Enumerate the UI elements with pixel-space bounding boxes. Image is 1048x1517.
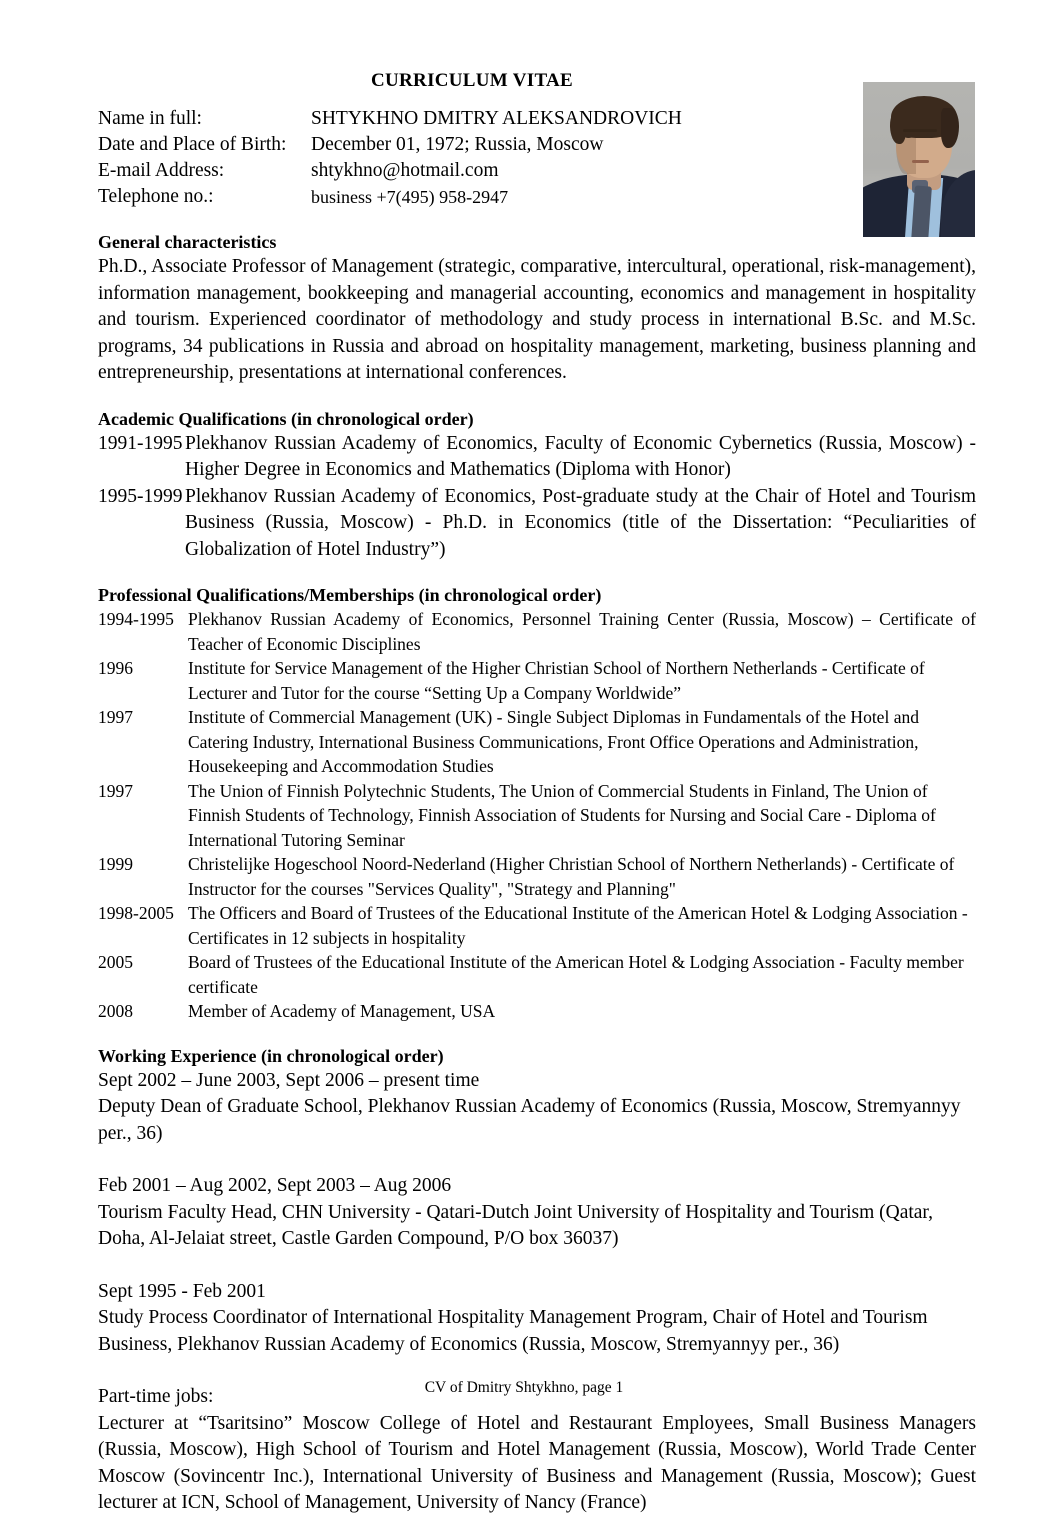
page-footer: CV of Dmitry Shtykhno, page 1	[424, 1379, 624, 1396]
professional-entry-description: Institute of Commercial Management (UK) - Single Subject Diplomas in Fundamentals of the Hotel and Catering Industry, International Business Communications, Front Office Operations and Administration, Housekeeping and Accommodation Studies	[188, 707, 919, 776]
academic-entry-description: Plekhanov Russian Academy of Economics, Post-graduate study at the Chair of Hotel and Tourism Business (Russia, Moscow) - Ph.D. in Economics (title of the Dissertation: “Peculiarities of Globalization of Hotel Industry”)	[185, 485, 976, 560]
identity-label-email: E-mail Address:	[98, 160, 225, 181]
professional-entry-years: 1998-2005	[98, 903, 174, 923]
general-characteristics-body: Ph.D., Associate Professor of Management (strategic, comparative, intercultural, operational, risk-management), information management, bookkeeping and managerial accounting, economics and management in hospitality and tourism. Experienced coordinator of methodology and study process in international B.Sc. and M.Sc. programs, 34 publications in Russia and abroad on hospitality management, marketing, business planning and entrepreneurship, presentations at international conferences.	[98, 256, 976, 383]
part-time-jobs-label: Part-time jobs:	[98, 1386, 214, 1407]
identity-row-email	[98, 158, 838, 184]
job-dates: Sept 2002 – June 2003, Sept 2006 – present time	[98, 1069, 480, 1091]
academic-entry	[98, 431, 976, 484]
job-role: Study Process Coordinator of International Hospitality Management Program, Chair of Hotel and Tourism Business, Plekhanov Russian Academy of Economics (Russia, Moscow, Stremyannyy per., 36)	[98, 1307, 928, 1355]
professional-entry	[98, 607, 976, 656]
professional-entry-years: 1997	[98, 780, 133, 801]
professional-qualifications-list	[98, 607, 976, 1024]
job-role: Deputy Dean of Graduate School, Plekhanov Russian Academy of Economics (Russia, Moscow, Stremyannyy per., 36)	[98, 1096, 961, 1144]
professional-entry-years: 2008	[98, 1001, 133, 1021]
academic-entry-description: Plekhanov Russian Academy of Economics, Faculty of Economic Cybernetics (Russia, Moscow) - Higher Degree in Economics and Mathematics (Diploma with Honor)	[185, 432, 976, 480]
job-entry	[98, 1173, 976, 1253]
professional-entry-years: 1999	[98, 854, 133, 874]
job-dates: Sept 1995 - Feb 2001	[98, 1280, 266, 1302]
professional-entry	[98, 779, 976, 853]
professional-entry-years: 1996	[98, 658, 133, 678]
professional-entry-description: The Union of Finnish Polytechnic Students, The Union of Commercial Students in Finland, The Union of Finnish Students of Technology, Finnish Association of Students for Nursing and Social Care - Diploma of International Tutoring Seminar	[188, 780, 936, 850]
professional-entry	[98, 656, 976, 705]
professional-entry-years: 2005	[98, 952, 133, 972]
identity-label-name: Name in full:	[98, 108, 202, 129]
professional-entry-description: Institute for Service Management of the Higher Christian School of Northern Netherlands - Certificate of Lecturer and Tutor for the course “Setting Up a Company Worldwide”	[188, 658, 925, 703]
professional-entry-years: 1994-1995	[98, 609, 174, 629]
professional-entry-description: Plekhanov Russian Academy of Economics, Personnel Training Center (Russia, Moscow) – Certificate of Teacher of Economic Disciplines	[188, 609, 976, 654]
academic-entry-years: 1995-1999	[98, 485, 183, 507]
section-heading-working-experience: Working Experience (in chronological order)	[98, 1045, 444, 1066]
professional-entry-years: 1997	[98, 707, 133, 727]
part-time-jobs-body: Lecturer at “Tsaritsino” Moscow College of Hotel and Restaurant Employees, Small Business Managers (Russia, Moscow), High School of Tourism and Hotel Management (Russia, Moscow), World Trade Center Moscow (Sovincentr Inc.), International University of Business and Management (Russia, Moscow); Guest lecturer at ICN, School of Management, University of Nancy (France)	[98, 1412, 976, 1513]
identity-label-birth: Date and Place of Birth:	[98, 134, 287, 155]
job-entry	[98, 1068, 976, 1148]
section-heading-professional-qualifications: Professional Qualifications/Memberships (in chronological order)	[98, 585, 602, 605]
academic-qualifications-list	[98, 431, 976, 564]
professional-entry-description: The Officers and Board of Trustees of the Educational Institute of the American Hotel & Lodging Association - Certificates in 12 subjects in hospitality	[188, 903, 968, 948]
identity-block	[98, 106, 838, 210]
academic-entry	[98, 484, 976, 564]
section-heading-general-characteristics: General characteristics	[98, 232, 277, 252]
job-role: Tourism Faculty Head, CHN University - Qatari-Dutch Joint University of Hospitality and Tourism (Qatar, Doha, Al-Jelaiat street, Castle Garden Compound, P/O box 36037)	[98, 1201, 934, 1249]
professional-entry	[98, 852, 976, 901]
professional-entry	[98, 950, 976, 999]
identity-value-birth: December 01, 1972; Russia, Moscow	[311, 134, 604, 155]
professional-entry-description: Member of Academy of Management, USA	[188, 1001, 496, 1021]
professional-entry-description: Christelijke Hogeschool Noord-Nederland (Higher Christian School of Northern Netherlands) - Certificate of Instructor for the courses "Services Quality", "Strategy and Planning"	[188, 854, 955, 899]
professional-entry	[98, 999, 976, 1024]
cv-content	[98, 70, 976, 1517]
identity-value-phone: business +7(495) 958-2947	[311, 187, 509, 207]
identity-row-name	[98, 106, 838, 132]
identity-label-phone: Telephone no.:	[98, 186, 214, 207]
identity-value-name: SHTYKHNO DMITRY ALEKSANDROVICH	[311, 108, 682, 129]
academic-entry-years: 1991-1995	[98, 432, 183, 454]
identity-value-email: shtykhno@hotmail.com	[311, 160, 499, 181]
professional-entry	[98, 705, 976, 779]
page-title: CURRICULUM VITAE	[370, 70, 574, 91]
identity-row-phone	[98, 184, 838, 210]
part-time-jobs-block	[98, 1384, 976, 1517]
professional-entry-description: Board of Trustees of the Educational Institute of the American Hotel & Lodging Association - Faculty member certificate	[188, 952, 964, 997]
identity-row-birth	[98, 132, 838, 158]
job-entry	[98, 1279, 976, 1359]
section-heading-academic-qualifications: Academic Qualifications (in chronological order)	[98, 408, 474, 429]
job-dates: Feb 2001 – Aug 2002, Sept 2003 – Aug 2006	[98, 1175, 452, 1196]
professional-entry	[98, 901, 976, 950]
